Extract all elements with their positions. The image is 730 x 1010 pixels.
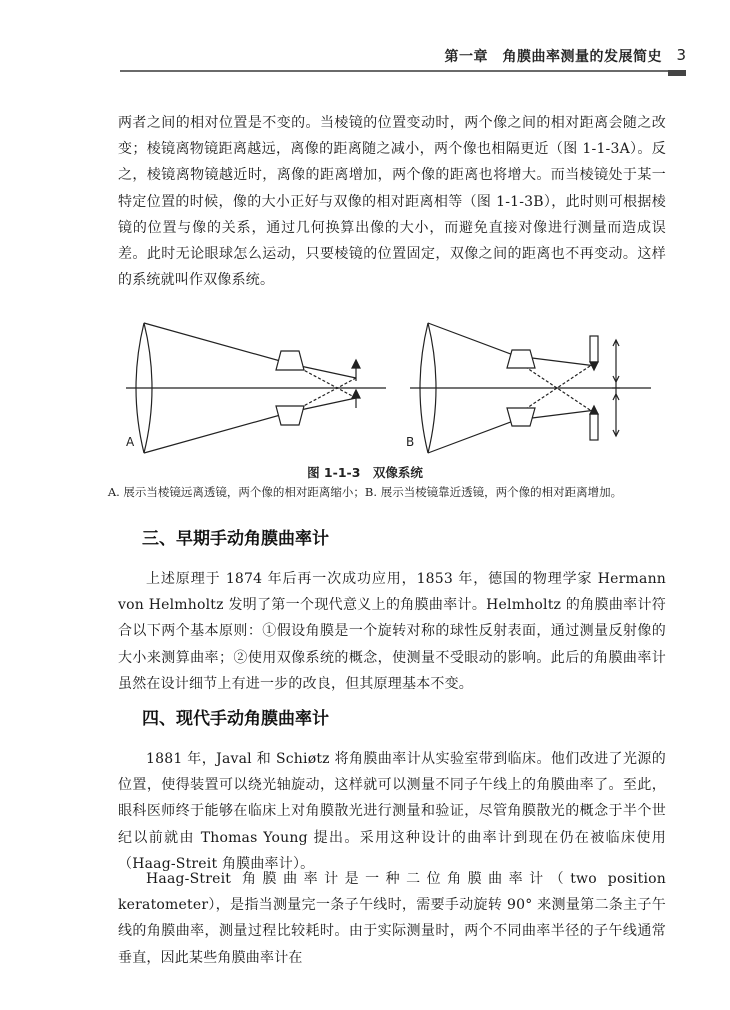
paragraph-haag-streit: Haag-Streit 角膜曲率计是一种二位角膜曲率计（two position keratometer），是指当测量完一条子午线时，需要手动旋转 90° 来测量第二条主子午线的角膜曲率，测量过程比较耗时。由于实际测量时，两个不同曲率半径的子午线通常垂直，因此某些角膜曲率计在: [118, 871, 666, 966]
header-tab-mark: [668, 70, 686, 76]
cross-ray-a1: [296, 366, 356, 398]
lower-ray-a: [144, 398, 356, 453]
image-b-bottom: [590, 414, 598, 440]
chapter-title: 第一章 角膜曲率测量的发展简史: [444, 49, 662, 65]
section-heading-early-manual: 三、早期手动角膜曲率计: [142, 529, 329, 549]
figure-label-b: B: [406, 435, 415, 449]
paragraph-javal-schiotz: 1881 年，Javal 和 Schiøtz 将角膜曲率计从实验室带到临床。他们改进了光源的位置，使得装置可以绕光轴旋动，这样就可以测量不同子午线上的角膜曲率了。至此，眼科医师终于能够在临床上对角膜散光进行测量和验证，尽管角膜散光的概念于半个世纪以前就由 Thomas Young 提出。采用这种设计的曲率计到现在仍在被临床使用（Haag-Streit 角膜曲率计）。: [118, 751, 666, 872]
prism-upper-b: [507, 350, 535, 368]
image-b-top: [590, 336, 598, 362]
cross-ray-b2: [521, 362, 596, 412]
paragraph-double-image-principle: 两者之间的相对位置是不变的。当棱镜的位置变动时，两个像之间的相对距离会随之改变；棱镜离物镜距离越远，离像的距离随之减小，两个像也相隔更近（图 1-1-3A）。反之，棱镜离物镜越近时，离像的距离增加，两个像的距离也将增大。而当棱镜处于某一特定位置的时候，像的大小正好与双像的相对距离相等（图 1-1-3B），此时则可根据棱镜的位置与像的关系，通过几何换算出像的大小，而避免直接对像进行测量而造成误差。此时无论眼球怎么运动，只要棱镜的位置固定，双像之间的距离也不再变动。这样的系统就叫作双像系统。: [118, 115, 666, 289]
cross-ray-a2: [296, 378, 356, 410]
page-number: 3: [676, 46, 686, 64]
diagram-b: [410, 323, 651, 453]
header-rule: [120, 70, 686, 72]
cross-ray-b1: [521, 364, 596, 414]
prism-upper-a: [276, 351, 304, 370]
image-arrow-a1-head: [352, 360, 360, 368]
image-arrow-a2-head: [352, 390, 360, 398]
upper-ray-a: [144, 323, 356, 378]
paragraph-helmholtz: 上述原理于 1874 年后再一次成功应用，1853 年，德国的物理学家 Hermann von Helmholtz 发明了第一个现代意义上的角膜曲率计。Helmholtz 的角膜曲率计符合以下两个基本原则：①假设角膜是一个旋转对称的球性反射表面，通过测量反射像的大小来测算曲率；②使用双像系统的概念，使测量不受眼动的影响。此后的角膜曲率计虽然在设计细节上有进一步的改良，但其原理基本不变。: [118, 571, 666, 692]
running-header: [0, 44, 730, 70]
prism-lower-b: [507, 408, 535, 426]
figure-title: 图 1-1-3 双像系统: [307, 465, 423, 480]
prism-lower-a: [276, 406, 304, 425]
figure-label-a: A: [126, 435, 135, 449]
section-heading-modern-manual: 四、现代手动角膜曲率计: [142, 709, 329, 729]
diagram-a: [126, 323, 386, 453]
figure-caption: A. 展示当棱镜远离透镜，两个像的相对距离缩小；B. 展示当棱镜靠近透镜，两个像的相对距离增加。: [107, 485, 623, 499]
figure-double-image-system: [116, 318, 656, 458]
